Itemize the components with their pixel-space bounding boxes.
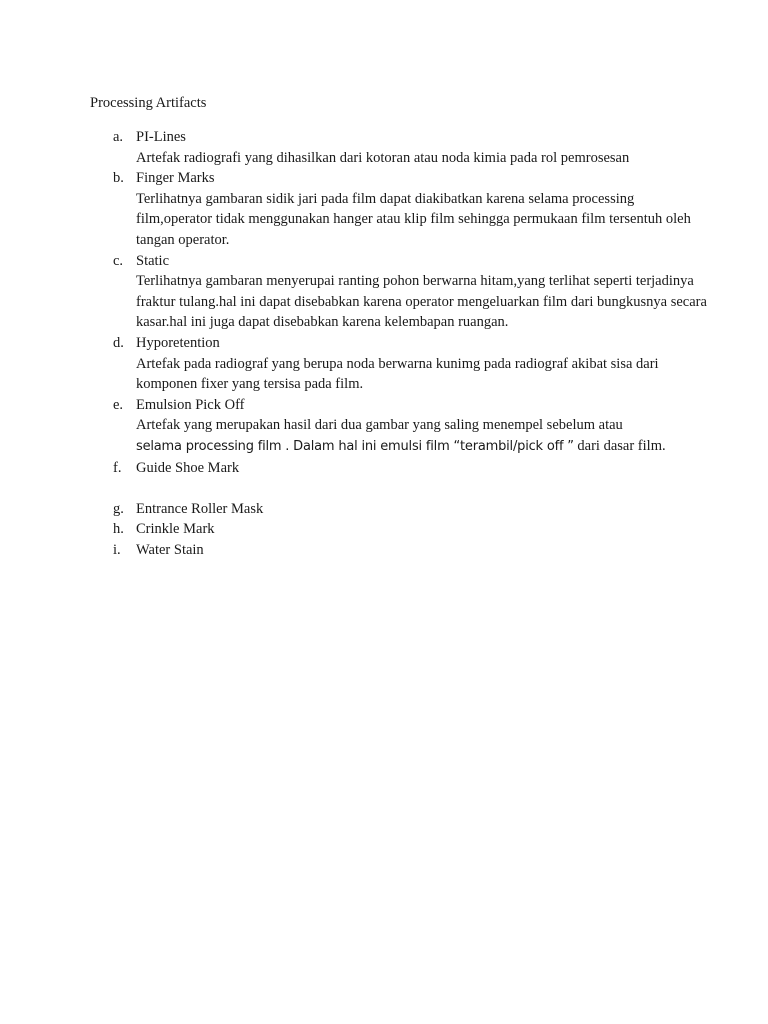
list-marker: g.: [113, 500, 124, 517]
list-item: [90, 540, 710, 561]
list-marker: a.: [113, 129, 124, 145]
list-marker: b.: [113, 170, 124, 187]
item-title: Emulsion Pick Off: [136, 396, 245, 413]
list-marker: h.: [113, 521, 124, 538]
item-description: Terlihatnya gambaran menyerupai ranting pohon berwarna hitam,yang terlihat seperti terjadinya fraktur tulang.hal ini dapat disebabkan karena operator mengeluarkan film dari bungkusnya secara kasar.hal ini juga dapat disebabkan karena kelembapan ruangan.: [136, 273, 707, 331]
list-item: [90, 458, 710, 479]
list-item: [90, 251, 710, 333]
item-title: Guide Shoe Mark: [136, 459, 240, 476]
blank-line: [90, 478, 710, 499]
item-description: Terlihatnya gambaran sidik jari pada film dapat diakibatkan karena selama processing film,operator tidak menggunakan hanger atau klip film sehingga permukaan film tersentuh oleh tangan operator.: [136, 190, 691, 248]
item-description-tail: dari dasar film.: [573, 437, 666, 454]
item-description-sans-text: selama processing film . Dalam hal ini emulsi film “terambil/pick off ”: [136, 438, 574, 454]
list-marker: d.: [113, 334, 124, 351]
list-item: [90, 519, 710, 540]
list-item: [90, 127, 710, 168]
list-item: [90, 395, 710, 458]
artifact-list: [90, 127, 710, 560]
list-item: [90, 168, 710, 250]
item-description: Artefak radiografi yang dihasilkan dari kotoran atau noda kimia pada rol pemrosesan: [136, 149, 630, 166]
list-marker: e.: [113, 396, 124, 413]
list-marker: c.: [113, 252, 124, 269]
item-title: PI-Lines: [136, 129, 186, 145]
item-title: Static: [136, 252, 170, 269]
item-title: Crinkle Mark: [136, 521, 215, 538]
item-title: Finger Marks: [136, 170, 215, 187]
item-description: [136, 415, 710, 457]
item-title: Hyporetention: [136, 334, 220, 351]
list-marker: f.: [113, 459, 122, 476]
list-item: [90, 499, 710, 520]
list-item: [90, 333, 710, 395]
item-description: Artefak pada radiograf yang berupa noda berwarna kunimg pada radiograf akibat sisa dari komponen fixer yang tersisa pada film.: [136, 355, 659, 393]
item-title: Entrance Roller Mask: [136, 500, 264, 517]
document-title: Processing Artifacts: [90, 95, 207, 111]
item-description-line: Artefak yang merupakan hasil dari dua gambar yang saling menempel sebelum atau: [136, 417, 623, 434]
list-marker: i.: [113, 541, 121, 558]
item-title: Water Stain: [136, 541, 204, 558]
